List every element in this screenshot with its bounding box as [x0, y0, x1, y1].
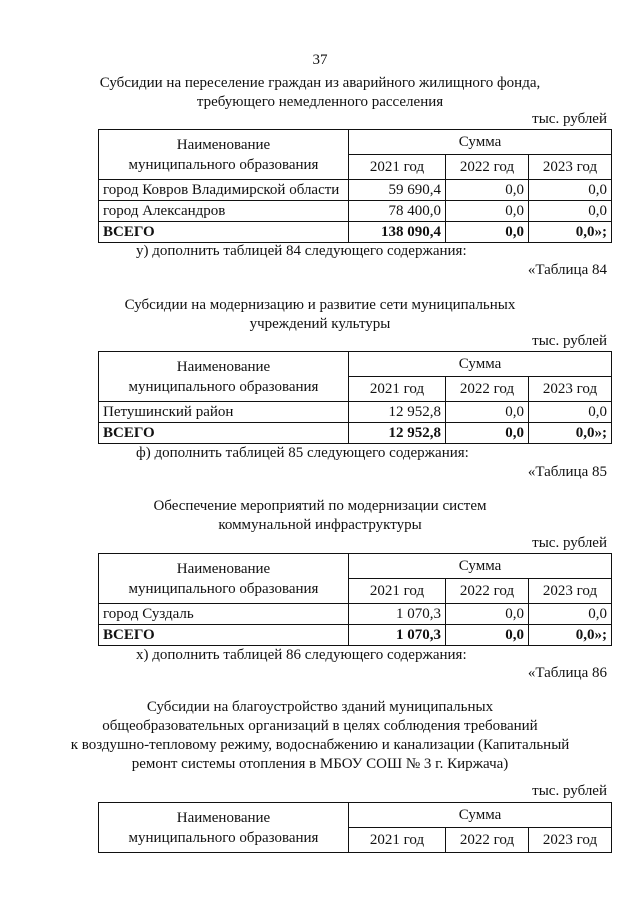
row-value-2023: 0,0 [529, 201, 612, 222]
row-value-2022: 0,0 [446, 604, 529, 625]
section1-title-line2: требующего немедленного расселения [196, 94, 444, 110]
year-2021-header: 2021 год [349, 377, 446, 402]
name-col-line2: муниципального образования [128, 156, 319, 173]
total-value-2023: 0,0»; [529, 625, 612, 646]
row-value-2023: 0,0 [529, 604, 612, 625]
row-value-2023: 0,0 [529, 180, 612, 201]
total-row [99, 222, 612, 243]
row-value-2021: 78 400,0 [349, 201, 446, 222]
total-value-2022: 0,0 [446, 222, 529, 243]
total-label: ВСЕГО [99, 423, 349, 444]
total-label: ВСЕГО [99, 222, 349, 243]
total-value-2021: 12 952,8 [349, 423, 446, 444]
section3-unit-label: тыс. рублей [532, 535, 607, 551]
name-col-line2: муниципального образования [128, 378, 319, 395]
sum-header: Сумма [349, 554, 612, 579]
instruction-u: у) дополнить таблицей 84 следующего содержания: [136, 243, 467, 259]
total-value-2022: 0,0 [446, 625, 529, 646]
total-value-2023: 0,0»; [529, 423, 612, 444]
name-column-header [99, 803, 349, 853]
section1-unit-label: тыс. рублей [532, 111, 607, 127]
section3-title-line2: коммунальной инфраструктуры [218, 517, 422, 533]
table84-label: «Таблица 84 [527, 262, 607, 278]
year-2023-header: 2023 год [529, 579, 612, 604]
row-value-2023: 0,0 [529, 402, 612, 423]
name-col-line1: Наименование [176, 358, 271, 375]
table-row [99, 201, 612, 222]
section3-table [98, 553, 612, 646]
section2-title-line1: Субсидии на модернизацию и развитие сети муниципальных [124, 297, 516, 313]
name-col-line2: муниципального образования [128, 829, 319, 846]
table-row [99, 402, 612, 423]
row-name: город Ковров Владимирской области [99, 180, 349, 201]
year-2023-header: 2023 год [529, 155, 612, 180]
section2-table [98, 351, 612, 444]
section4-title-line4: ремонт системы отопления в МБОУ СОШ № 3 г. Киржача) [131, 756, 509, 772]
row-name: город Суздаль [99, 604, 349, 625]
row-name: Петушинский район [99, 402, 349, 423]
year-2022-header: 2022 год [446, 579, 529, 604]
name-column-header [99, 130, 349, 180]
row-value-2022: 0,0 [446, 180, 529, 201]
section4-unit-label: тыс. рублей [532, 783, 607, 799]
section2-unit-label: тыс. рублей [532, 333, 607, 349]
year-2023-header: 2023 год [529, 828, 612, 853]
year-2021-header: 2021 год [349, 155, 446, 180]
year-2021-header: 2021 год [349, 579, 446, 604]
row-value-2022: 0,0 [446, 402, 529, 423]
section1-table [98, 129, 612, 243]
name-col-line1: Наименование [176, 809, 271, 826]
sum-header: Сумма [349, 352, 612, 377]
section4-table [98, 802, 612, 853]
row-name: город Александров [99, 201, 349, 222]
year-2022-header: 2022 год [446, 155, 529, 180]
name-col-line2: муниципального образования [128, 580, 319, 597]
total-value-2022: 0,0 [446, 423, 529, 444]
sum-header: Сумма [349, 803, 612, 828]
name-column-header [99, 554, 349, 604]
total-value-2023: 0,0»; [529, 222, 612, 243]
year-2022-header: 2022 год [446, 377, 529, 402]
row-value-2021: 12 952,8 [349, 402, 446, 423]
row-value-2021: 1 070,3 [349, 604, 446, 625]
row-value-2021: 59 690,4 [349, 180, 446, 201]
name-col-line1: Наименование [176, 560, 271, 577]
total-row [99, 625, 612, 646]
instruction-h: х) дополнить таблицей 86 следующего содержания: [136, 647, 467, 663]
table-row [99, 604, 612, 625]
name-col-line1: Наименование [176, 136, 271, 153]
year-2021-header: 2021 год [349, 828, 446, 853]
sum-header: Сумма [349, 130, 612, 155]
section4-title-line2: общеобразовательных организаций в целях соблюдения требований [102, 718, 538, 734]
table85-label: «Таблица 85 [527, 464, 607, 480]
section4-title-line1: Субсидии на благоустройство зданий муниципальных [146, 699, 494, 715]
section1-title-line1: Субсидии на переселение граждан из аварийного жилищного фонда, [99, 75, 541, 91]
section4-title-line3: к воздушно-тепловому режиму, водоснабжению и канализации (Капитальный [70, 737, 570, 753]
year-2023-header: 2023 год [529, 377, 612, 402]
instruction-f: ф) дополнить таблицей 85 следующего содержания: [136, 445, 469, 461]
total-row [99, 423, 612, 444]
year-2022-header: 2022 год [446, 828, 529, 853]
section2-title-line2: учреждений культуры [249, 316, 391, 332]
table-row [99, 180, 612, 201]
name-column-header [99, 352, 349, 402]
total-value-2021: 1 070,3 [349, 625, 446, 646]
section3-title-line1: Обеспечение мероприятий по модернизации систем [153, 498, 487, 514]
total-label: ВСЕГО [99, 625, 349, 646]
total-value-2021: 138 090,4 [349, 222, 446, 243]
table86-label: «Таблица 86 [527, 665, 607, 681]
row-value-2022: 0,0 [446, 201, 529, 222]
page-number: 37 [312, 52, 328, 68]
